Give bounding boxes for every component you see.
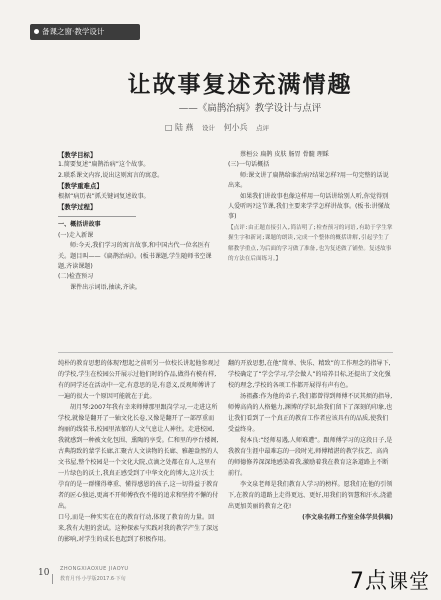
lesson-plan-right-column bbox=[228, 150, 393, 264]
body-paragraph: 倪本良:“经师易遇,人师难遭”。跟师傅学习的这段日子,是我教育生涯中最难忘的一段时光,师傅精湛的教学技艺、高尚的师德修养深深地感染着我,激励着我在教育这条道路上不断前行。 bbox=[228, 437, 393, 477]
page-number: 10 bbox=[38, 568, 50, 578]
step-text: 师:今天,我们学习的寓言故事,和中国古代一位名医有关。题目叫——《扁鹊治病》。(板书课题,学生随师书空课题,齐读课题) bbox=[58, 242, 212, 271]
reviewer-role: 点评 bbox=[256, 124, 270, 132]
watermark-suffix: 课堂 bbox=[388, 569, 430, 593]
body-paragraph: 汤祖鑫:作为他的弟子,我们都曾得到师傅不厌其烦的指导,师傅高尚的人格魅力,渊博的学识,给我们留下了深刻的印象,也让我们看到了一个真正的教育工作者应该具有的品质,使我们受益终身。 bbox=[228, 393, 393, 433]
step-text: 师:课文讲了扁鹊给谁治病?结果怎样?用一句完整的话说出来。 bbox=[228, 171, 389, 190]
article-body-left bbox=[58, 358, 220, 545]
step-heading: (三)一句话概括 bbox=[228, 161, 270, 169]
byline bbox=[120, 122, 320, 133]
section-tab: 备课之窗·教学设计 bbox=[30, 24, 140, 40]
goals-heading: 【教学目标】 bbox=[58, 151, 97, 159]
contributor-credit: (李文泉名师工作室全体学员供稿) bbox=[302, 514, 393, 521]
article-subtitle: ——《扁鹊治病》教学设计与点评 bbox=[178, 103, 322, 114]
article-title: 让故事复述充满情趣 bbox=[127, 71, 353, 98]
body-paragraph: 口号,而是一种实实在在的教育行动,体现了教育的力量。回来,我有大胆的尝试。这种探索与实践对我的教学产生了深远的影响,对学生的成长也起到了积极作用。 bbox=[58, 514, 219, 543]
body-paragraph: 李文泉老师是我们教育人学习的榜样。愿我们在他的引领下,在教育的道路上走得更远、更好,用我们的智慧和汗水,浇灌出更加美丽的教育之花! bbox=[228, 481, 393, 510]
heading-rule bbox=[58, 216, 136, 217]
article-body-right bbox=[228, 358, 393, 523]
footer-divider bbox=[52, 574, 53, 584]
body-paragraph: 翻的开放思想,在他“简单、快乐、精致”的工作理念的指导下,学校确定了“学会学习,学会做人”的培养目标,还提出了文化强校的理念,学校的各项工作都开展得有声有色。 bbox=[228, 360, 391, 389]
key-points-heading: 【教学重难点】 bbox=[58, 182, 103, 191]
footer-journal-english: ZHONGXIAOXUE JIAOYU bbox=[60, 566, 129, 572]
step-heading: (一)走入新课 bbox=[58, 231, 94, 239]
body-paragraph: 纯朴的教育思想的体现?想起之前听另一位校长讲起他参观过的学校,学生在校园公开展示过他们时的作品,做得有模有样,有的同学还在活动中一定,有意思的是,有意义,反观师傅讲了一遍的很大一个原因可能就在于此。 bbox=[58, 360, 220, 400]
step-text: 课件出示词语,抽读,齐读。 bbox=[70, 283, 141, 291]
body-paragraph: 胡月琴:2007年我有幸来师傅那里跟岗学习,一走进这所学校,就像是翻开了一轴文化长卷,又像是翻开了一部厚重而绚丽的线装书,校园里浓郁的人文气息让人神往。走进校园,我就感到一种被文化包围、熏陶的享受。仁和里的亭台楼阁,古典韵致的蒙学长廊,汇聚古人文读物的长廊、雅趣盎然的人文书屋,整个校园是一个文化大院,点滴之处都在育人,这里有一片绿色的沃土,我真正感受到了中华文化的博大,这片沃土孕育的是一群懂得尊重、懂得感恩的孩子,这一切得益于教育者的匠心独运,更离不开师傅孜孜不倦的追求和坚持不懈的付出。 bbox=[58, 404, 219, 510]
process-heading: 【教学过程】 bbox=[58, 203, 97, 212]
footer-journal-chinese: 教育月刊·小学版2017.6·下旬 bbox=[60, 576, 126, 582]
goal-item: 2.联系课文内容,说出这则寓言的寓意。 bbox=[58, 171, 164, 179]
watermark-prefix: 7点 bbox=[350, 569, 388, 594]
step-text: 如果我们讲故事也像这样用一句话讲给别人听,你觉得别人爱听吗?这节课,我们主要来学学怎样讲故事。(板书:讲懂故事) bbox=[228, 192, 390, 221]
site-watermark bbox=[350, 564, 430, 595]
reviewer-name: 何小兵 bbox=[223, 123, 248, 132]
section-divider bbox=[58, 352, 393, 353]
lesson-plan-left-column bbox=[58, 150, 218, 293]
part-heading: 一、概括讲故事 bbox=[58, 221, 101, 229]
review-comment: 【点评:由正题直接引入,简洁明了;检查预习的词语,有助于学生掌握生字和新词;课题的朗读,完成一个整体的概括讲解,引起学生了解教学重点,为后面的学习做了准备,也为复述做了铺垫。复述故事的方法在后面练习。】 bbox=[228, 224, 393, 263]
goal-item: 1.简要复述“扁鹊治病”这个故事。 bbox=[58, 161, 150, 169]
key-points-text: 根据“病历表”抓关键词复述故事。 bbox=[58, 192, 150, 200]
step-heading: (二)检查预习 bbox=[58, 273, 94, 281]
vocabulary-list: 蔡桓公 扁鹊 皮肤 肠胃 骨髓 理睬 bbox=[240, 151, 329, 158]
designer-name: □ 陆 燕 bbox=[164, 123, 194, 132]
designer-role: 设计 bbox=[202, 124, 216, 132]
